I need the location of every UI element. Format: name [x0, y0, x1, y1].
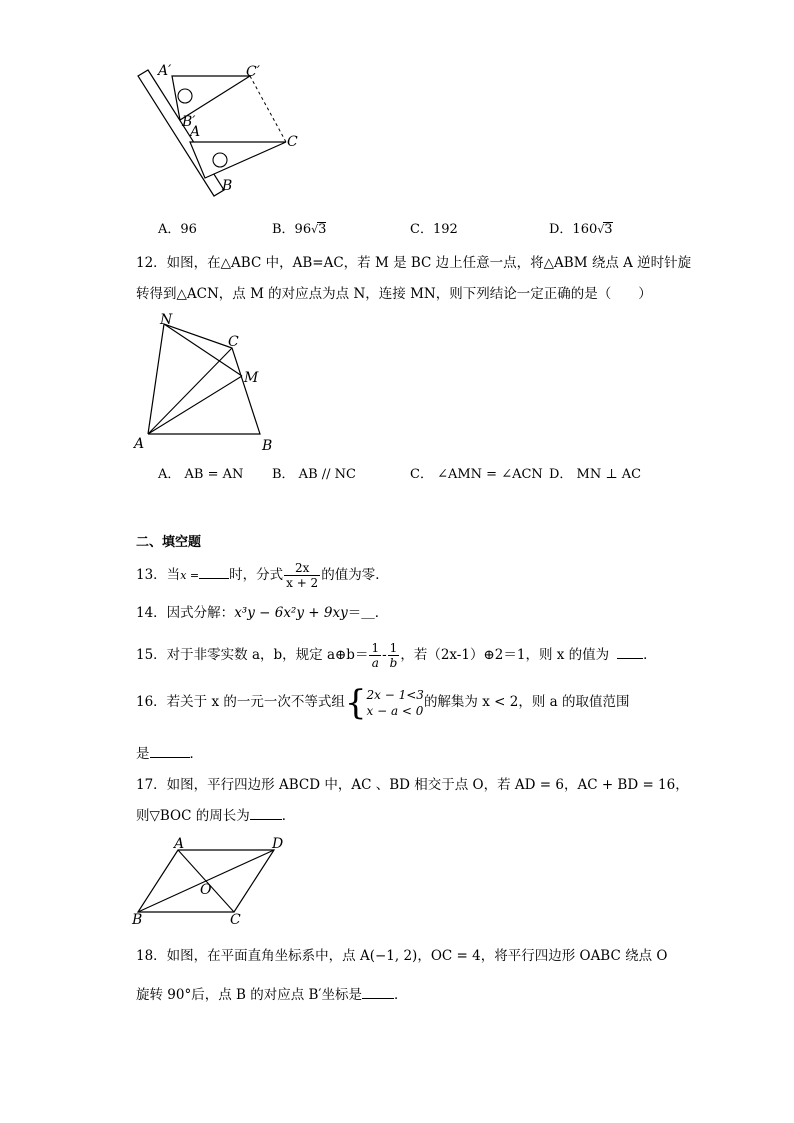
fig11-label-c1: C′ — [246, 64, 260, 80]
fig11-label-b1: B′ — [182, 114, 196, 130]
fig12-label-a: A — [134, 436, 145, 452]
q11-option-a: A．96 — [158, 222, 197, 237]
fig11-label-b: B — [222, 178, 233, 194]
q16-prefix: 16．若关于 x 的一元一次不等式组 — [136, 694, 345, 710]
q16-line-2 — [136, 744, 203, 763]
q13-blank — [199, 565, 229, 579]
q15-fraction-1 — [369, 641, 381, 670]
q11-figure — [130, 62, 310, 202]
q18-end: ． — [394, 987, 408, 1003]
fig12-label-c: C — [228, 334, 239, 350]
q12-option-d: D． MN ⊥ AC — [549, 467, 642, 482]
q15-line — [136, 640, 657, 670]
q18-line-2 — [136, 985, 408, 1004]
q12-option-a: A． AB = AN — [158, 467, 244, 482]
fig17-label-o: O — [200, 882, 212, 898]
q14-line — [136, 604, 388, 622]
fig17-label-b: B — [132, 912, 143, 928]
fig17-label-a: A — [174, 836, 185, 852]
q15-fraction-2 — [388, 641, 400, 670]
section-heading-fill-in: 二、填空题 — [136, 535, 202, 550]
q12-option-c: C． ∠AMN = ∠ACN — [410, 467, 543, 482]
q16-blank — [150, 744, 190, 758]
q15-minus: - — [382, 647, 387, 663]
q15-suffix: ，若（2x-1）⊕2＝1，则 x 的值为 — [400, 647, 610, 663]
fig11-label-a: A — [190, 124, 201, 140]
q16-line2-text: 是 — [136, 746, 150, 762]
q17-line2-text: 则▽BOC 的周长为 — [136, 808, 250, 824]
q15-prefix: 15．对于非零实数 a，b，规定 a⊕b＝ — [136, 647, 369, 663]
fig12-label-n: N — [160, 312, 173, 328]
fig11-label-a1: A′ — [158, 63, 172, 79]
q18-blank — [362, 985, 394, 999]
q15-end: ． — [643, 647, 657, 663]
fig12-label-m: M — [244, 370, 259, 386]
fig12-label-b: B — [262, 438, 273, 454]
q16-row-1: 2x − 1<3 — [366, 687, 424, 702]
q17-end: ． — [281, 808, 296, 824]
q14-prefix: 14．因式分解： — [136, 605, 235, 621]
q13-denominator: x + 2 — [286, 576, 319, 590]
q16-end: ． — [189, 746, 203, 762]
q15-f2-num: 1 — [388, 641, 400, 656]
q16-suffix: 的解集为 x < 2，则 a 的取值范围 — [423, 694, 630, 710]
q18-line-1: 18．如图，在平面直角坐标系中，点 A(−1, 2)，OC = 4，将平行四边形 OABC 绕点 O — [136, 948, 668, 964]
q13-prefix: 13．当 — [136, 567, 181, 583]
q16-brace: { — [344, 682, 367, 723]
q17-line-1: 17．如图，平行四边形 ABCD 中，AC 、BD 相交于点 O，若 AD = 6，AC + BD = 16， — [136, 777, 689, 793]
fig17-label-d: D — [272, 836, 284, 852]
q11-option-b-prefix: B．96 — [272, 222, 312, 237]
q13-mid: 时，分式 — [229, 567, 284, 583]
q15-f1-num: 1 — [371, 641, 380, 655]
q17-figure — [128, 836, 298, 928]
q11-option-d: D．160√3 — [549, 222, 613, 237]
q16-row-2: x − a < 0 — [366, 703, 424, 718]
q17-line-2 — [136, 806, 295, 825]
q11-option-d-radicand: 3 — [604, 222, 613, 237]
q11-option-b-radicand: 3 — [318, 222, 327, 237]
q12-line-2: 转得到△ACN，点 M 的对应点为点 N，连接 MN，则下列结论一定正确的是（ ） — [136, 286, 652, 302]
q17-blank — [250, 806, 282, 820]
q15-blank — [617, 645, 643, 659]
fig17-label-c: C — [230, 912, 241, 928]
q16-line-1 — [136, 682, 630, 723]
q13-numerator: 2x — [284, 561, 320, 576]
q18-line2-text: 旋转 90°后，点 B 的对应点 B′坐标是 — [136, 987, 362, 1003]
q11-option-d-prefix: D．160 — [549, 222, 598, 237]
q11-option-b: B．96√3 — [272, 222, 327, 237]
q13-line — [136, 560, 389, 591]
q15-f2-den: b — [389, 656, 398, 670]
q13-suffix: 的值为零． — [321, 567, 389, 583]
fig11-label-c: C — [287, 134, 298, 150]
q16-system — [367, 687, 424, 719]
q13-fraction — [284, 561, 320, 590]
q15-f1-den: a — [371, 656, 379, 670]
q12-line-1: 12．如图，在△ABC 中，AB=AC，若 M 是 BC 边上任意一点，将△ABM 绕点 A 逆时针旋 — [136, 255, 692, 271]
q14-expression: x³y − 6x²y + 9xy — [234, 605, 348, 621]
q11-option-c: C．192 — [410, 222, 458, 237]
q13-var: x = — [180, 569, 200, 582]
q14-suffix: ＝＿． — [347, 605, 389, 621]
q12-option-b: B． AB // NC — [272, 467, 356, 482]
q12-figure — [128, 310, 288, 455]
